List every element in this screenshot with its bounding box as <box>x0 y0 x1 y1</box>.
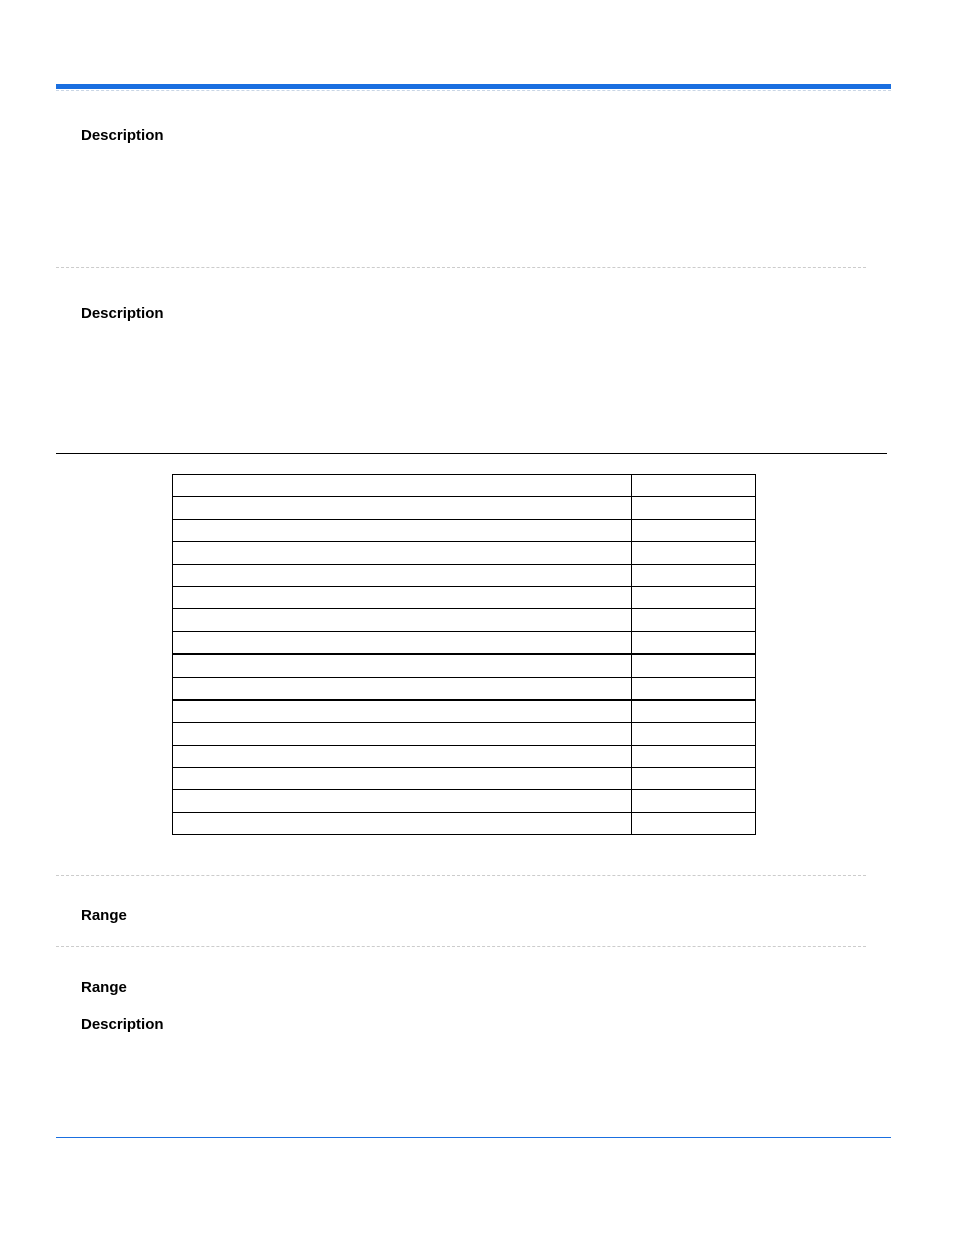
table-top-rule <box>56 453 887 454</box>
table-row <box>173 631 756 654</box>
table-cell <box>173 564 632 586</box>
table-cell <box>173 700 632 723</box>
table-cell <box>632 564 756 586</box>
table-cell <box>632 677 756 700</box>
table-cell <box>632 723 756 745</box>
table-cell <box>173 790 632 812</box>
section-heading-description: Description <box>81 127 164 144</box>
table-cell <box>173 723 632 745</box>
parameter-table <box>172 474 756 835</box>
table-row <box>173 700 756 723</box>
table-row <box>173 475 756 497</box>
table-cell <box>173 519 632 541</box>
table-row <box>173 609 756 631</box>
table-cell <box>632 745 756 767</box>
table-cell <box>632 519 756 541</box>
table-cell <box>173 677 632 700</box>
table-row <box>173 519 756 541</box>
table-cell <box>632 542 756 564</box>
section-heading-range: Range <box>81 907 127 924</box>
table-cell <box>632 475 756 497</box>
table-cell <box>632 631 756 654</box>
table-cell <box>632 768 756 790</box>
table-row <box>173 586 756 608</box>
parameter-table-body <box>173 475 756 835</box>
table-row <box>173 768 756 790</box>
table-row <box>173 542 756 564</box>
header-dashed-rule <box>56 90 891 91</box>
table-row <box>173 654 756 677</box>
table-cell <box>173 475 632 497</box>
table-cell <box>632 586 756 608</box>
table-row <box>173 677 756 700</box>
section-divider <box>56 875 866 876</box>
table-cell <box>632 497 756 519</box>
table-row <box>173 497 756 519</box>
table-cell <box>173 497 632 519</box>
table-cell <box>173 542 632 564</box>
table-cell <box>173 768 632 790</box>
table-cell <box>632 790 756 812</box>
table-cell <box>173 631 632 654</box>
section-heading-description: Description <box>81 1016 164 1033</box>
table-row <box>173 723 756 745</box>
table-cell <box>173 586 632 608</box>
section-divider <box>56 946 866 947</box>
table-row <box>173 745 756 767</box>
table-cell <box>632 700 756 723</box>
table-cell <box>173 609 632 631</box>
table-cell <box>632 654 756 677</box>
section-heading-description: Description <box>81 305 164 322</box>
table-cell <box>173 654 632 677</box>
table-row <box>173 812 756 834</box>
section-heading-range: Range <box>81 979 127 996</box>
table-cell <box>632 609 756 631</box>
table-cell <box>632 812 756 834</box>
section-divider <box>56 267 866 268</box>
table-cell <box>173 812 632 834</box>
header-accent-bar <box>56 84 891 89</box>
table-row <box>173 790 756 812</box>
table-row <box>173 564 756 586</box>
table-cell <box>173 745 632 767</box>
footer-rule <box>56 1137 891 1138</box>
